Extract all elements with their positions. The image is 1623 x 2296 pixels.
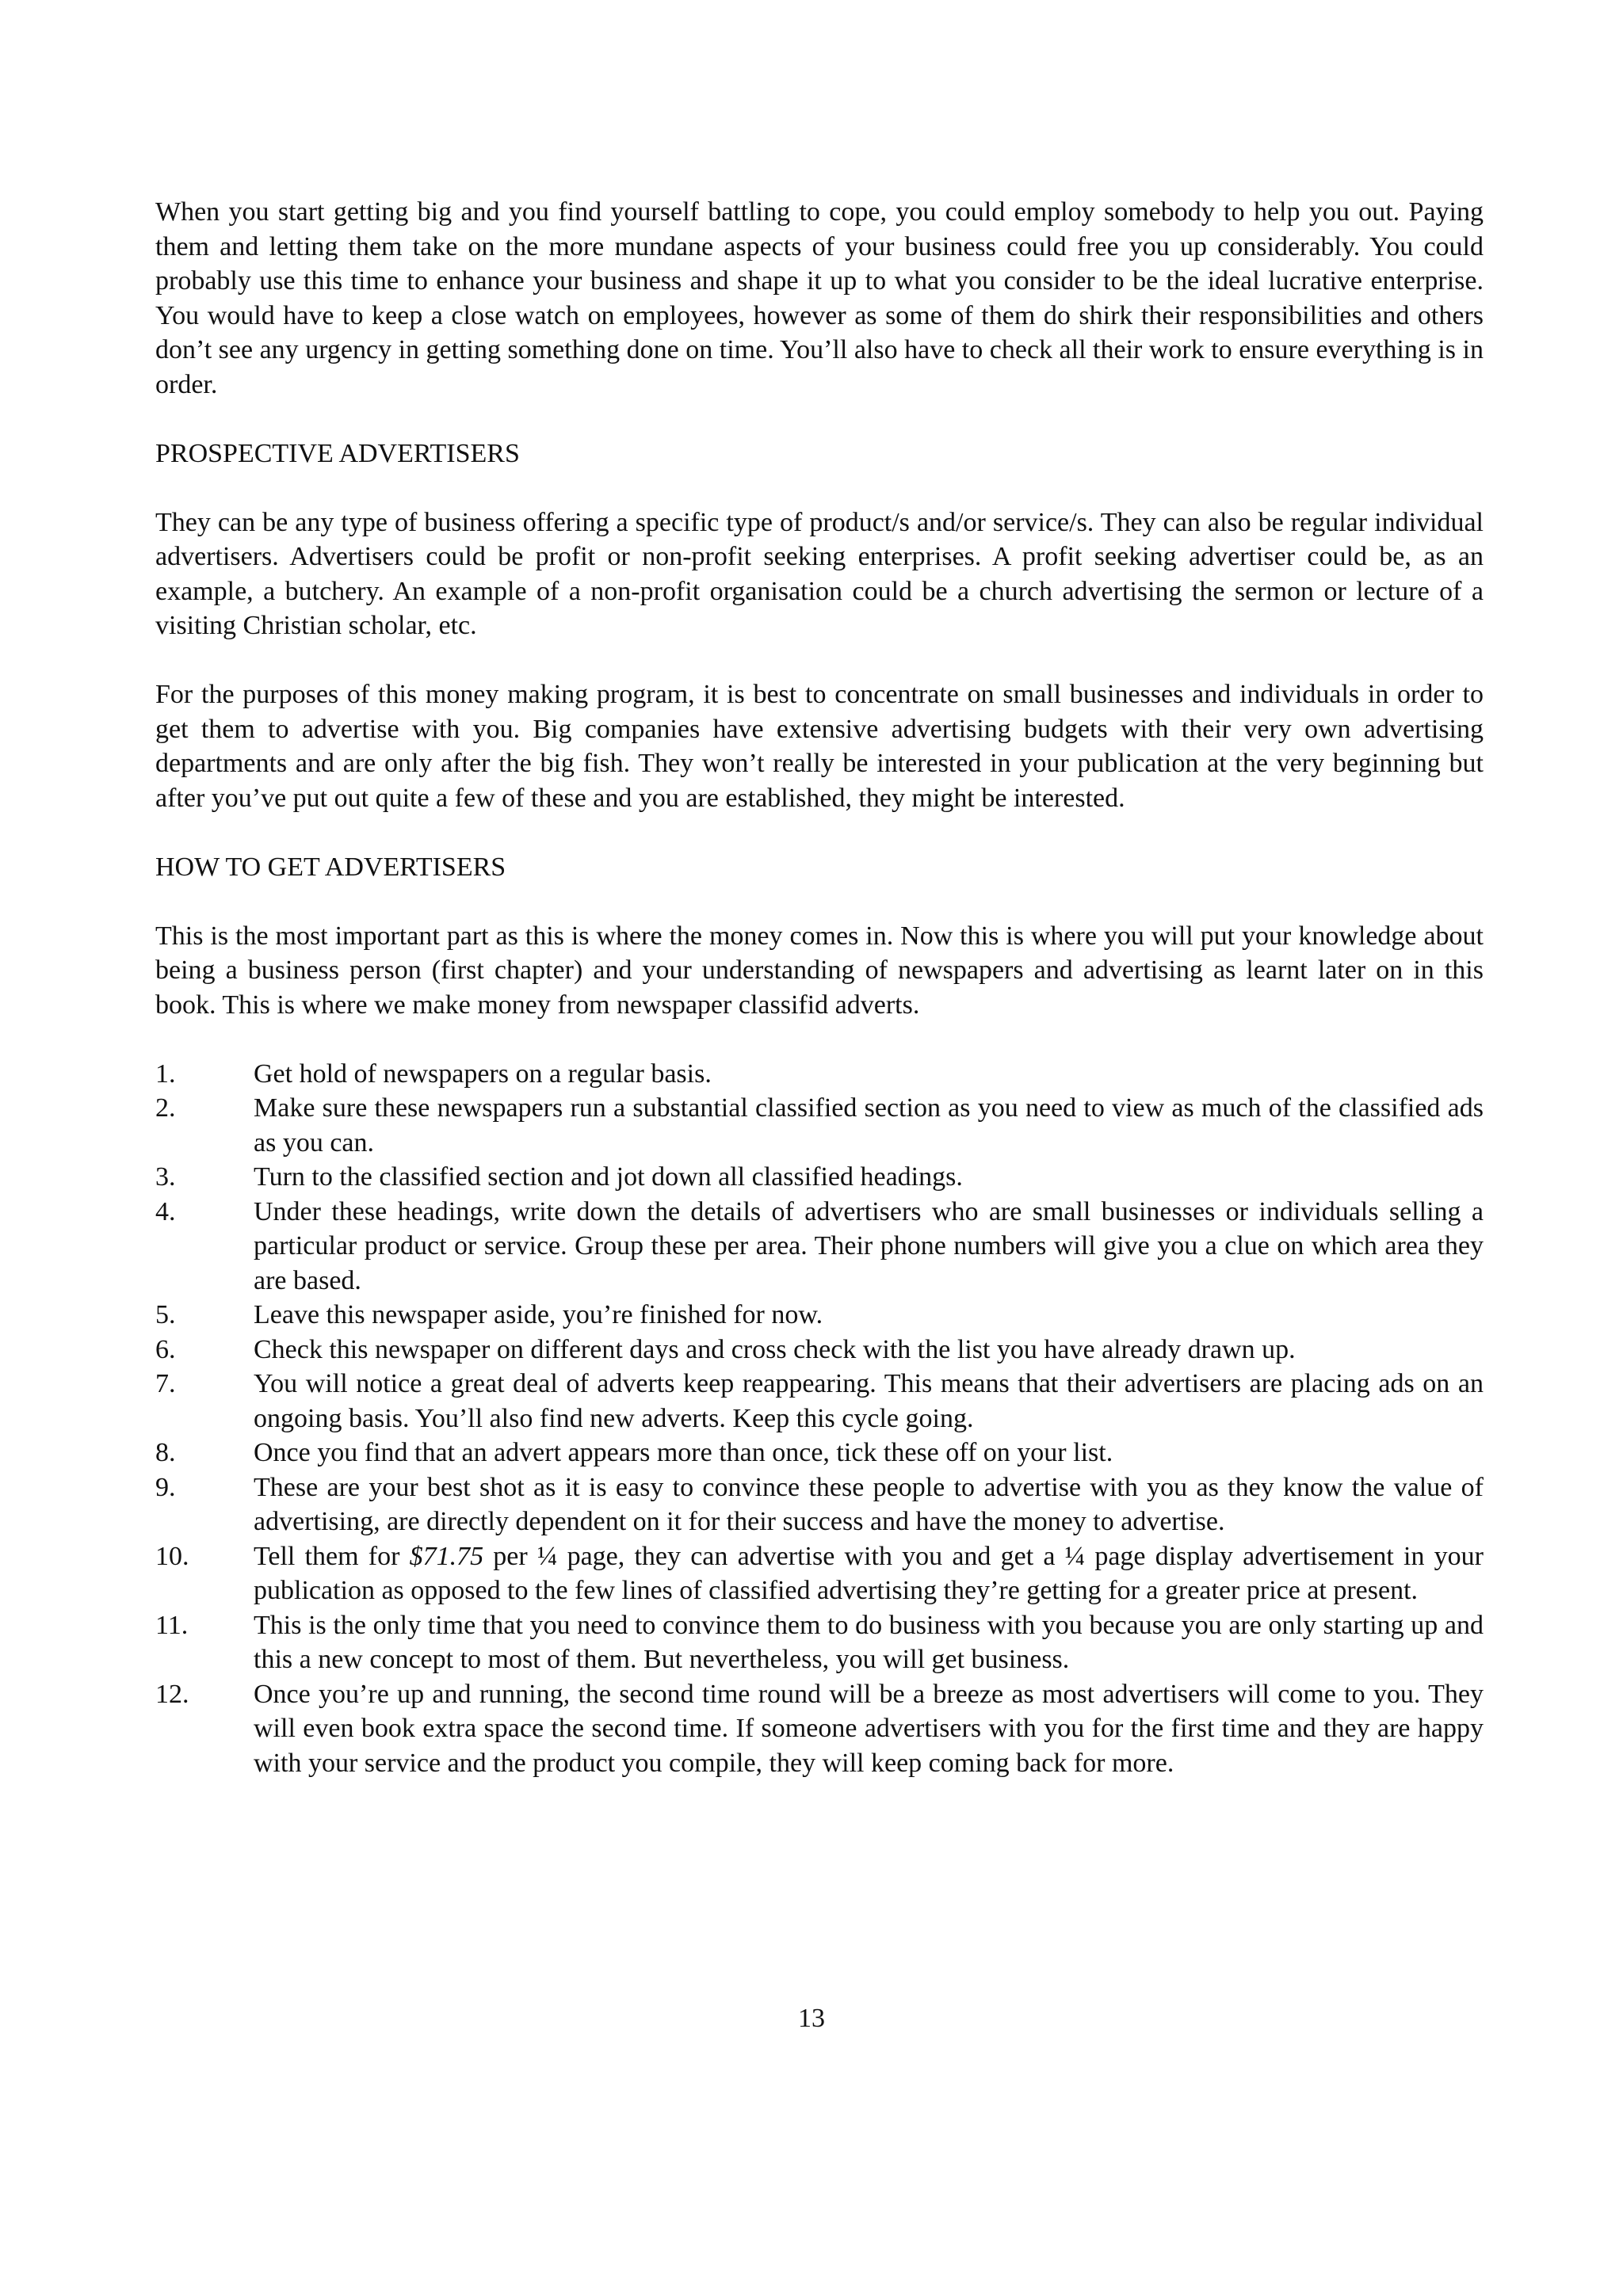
list-item-text: Check this newspaper on different days and cross check with the list you have already drawn up. [254, 1334, 1296, 1364]
list-item-number: 8. [155, 1438, 176, 1467]
list-item [155, 1470, 1484, 1539]
list-item-number: 5. [155, 1300, 176, 1329]
list-item-text: Once you find that an advert appears more than once, tick these off on your list. [254, 1438, 1113, 1467]
list-item [155, 1367, 1484, 1436]
how-intro-paragraph: This is the most important part as this is where the money comes in. Now this is where you will put your knowledge about being a business person (first chapter) and your understanding of newspapers and advertising as learnt later on in this book. This is where we make money from newspaper classifid adverts. [155, 921, 1484, 1020]
list-item-text: These are your best shot as it is easy to convince these people to advertise with you as they know the value of advertising, are directly dependent on it for their success and have the money to advertise. [254, 1472, 1484, 1536]
list-item-text-before-price: Tell them for [254, 1541, 410, 1571]
list-item-number: 9. [155, 1472, 176, 1502]
list-item [155, 1298, 1484, 1333]
list-item-number: 12. [155, 1679, 189, 1709]
list-item-text: Once you’re up and running, the second time round will be a breeze as most advertisers will come to you. They will even book extra space the second time. If someone advertisers with you for the first time and they are happy with your service and the product you compile, they will keep coming back for more. [254, 1679, 1484, 1778]
list-item-text: Under these headings, write down the details of advertisers who are small businesses or individuals selling a particular product or service. Group these per area. Their phone numbers will give you a clue on which area they are based. [254, 1196, 1484, 1295]
list-item-text: You will notice a great deal of adverts keep reappearing. This means that their advertisers are placing ads on an ongoing basis. You’ll also find new adverts. Keep this cycle going. [254, 1369, 1484, 1433]
document-page [155, 195, 1484, 1780]
list-item-number: 11. [155, 1610, 189, 1640]
list-item-number: 6. [155, 1334, 176, 1364]
list-item-number: 10. [155, 1541, 189, 1571]
section-heading-how-to-get-advertisers: HOW TO GET ADVERTISERS [155, 852, 506, 882]
prospective-paragraph-1: They can be any type of business offering a specific type of product/s and/or service/s. They can also be regular individual advertisers. Advertisers could be profit or non-profit seeking enterprises. A profit seeking advertiser could be, as an example, a butchery. An example of a non-profit organisation could be a church advertising the sermon or lecture of a visiting Christian scholar, etc. [155, 507, 1484, 640]
list-item-number: 3. [155, 1162, 176, 1192]
list-item [155, 1539, 1484, 1608]
list-item-text: Leave this newspaper aside, you’re finished for now. [254, 1300, 823, 1329]
intro-paragraph: When you start getting big and you find yourself battling to cope, you could employ somebody to help you out. Paying them and letting them take on the more mundane aspects of your business could free you up considerably. You could probably use this time to enhance your business and shape it up to what you consider to be the ideal lucrative enterprise. You would have to keep a close watch on employees, however as some of them do shirk their responsibilities and others don’t see any urgency in getting something done on time. You’ll also have to check all their work to ensure everything is in order. [155, 197, 1484, 399]
list-item [155, 1195, 1484, 1299]
list-item-text-after-price: per ¼ page, they can advertise with you and get a ¼ page display advertisement in your publication as opposed to the few lines of classified advertising they’re getting for a greater price at present. [254, 1541, 1484, 1605]
list-item-number: 4. [155, 1196, 176, 1226]
list-item [155, 1160, 1484, 1195]
prospective-paragraph-2: For the purposes of this money making program, it is best to concentrate on small businesses and individuals in order to get them to advertise with you. Big companies have extensive advertising budgets with their very own advertising departments and are only after the big fish. They won’t really be interested in your publication at the very beginning but after you’ve put out quite a few of these and you are established, they might be interested. [155, 680, 1484, 813]
list-item [155, 1436, 1484, 1470]
list-item [155, 1677, 1484, 1781]
list-item [155, 1608, 1484, 1677]
list-item [155, 1091, 1484, 1160]
section-heading-prospective-advertisers: PROSPECTIVE ADVERTISERS [155, 438, 520, 468]
steps-list [155, 1057, 1484, 1781]
price-text: $71.75 [409, 1541, 484, 1571]
list-item [155, 1057, 1484, 1092]
list-item-number: 7. [155, 1369, 176, 1398]
list-item-number: 1. [155, 1058, 176, 1089]
list-item-text: Make sure these newspapers run a substantial classified section as you need to view as much of the classified ads as you can. [254, 1093, 1484, 1158]
page-number: 13 [798, 2004, 825, 2033]
list-item-text: Get hold of newspapers on a regular basis. [254, 1058, 712, 1089]
list-item [155, 1333, 1484, 1367]
list-item-text: Turn to the classified section and jot down all classified headings. [254, 1162, 963, 1192]
list-item-text: This is the only time that you need to convince them to do business with you because you are only starting up and this a new concept to most of them. But nevertheless, you will get business. [254, 1610, 1484, 1674]
list-item-number: 2. [155, 1093, 176, 1123]
